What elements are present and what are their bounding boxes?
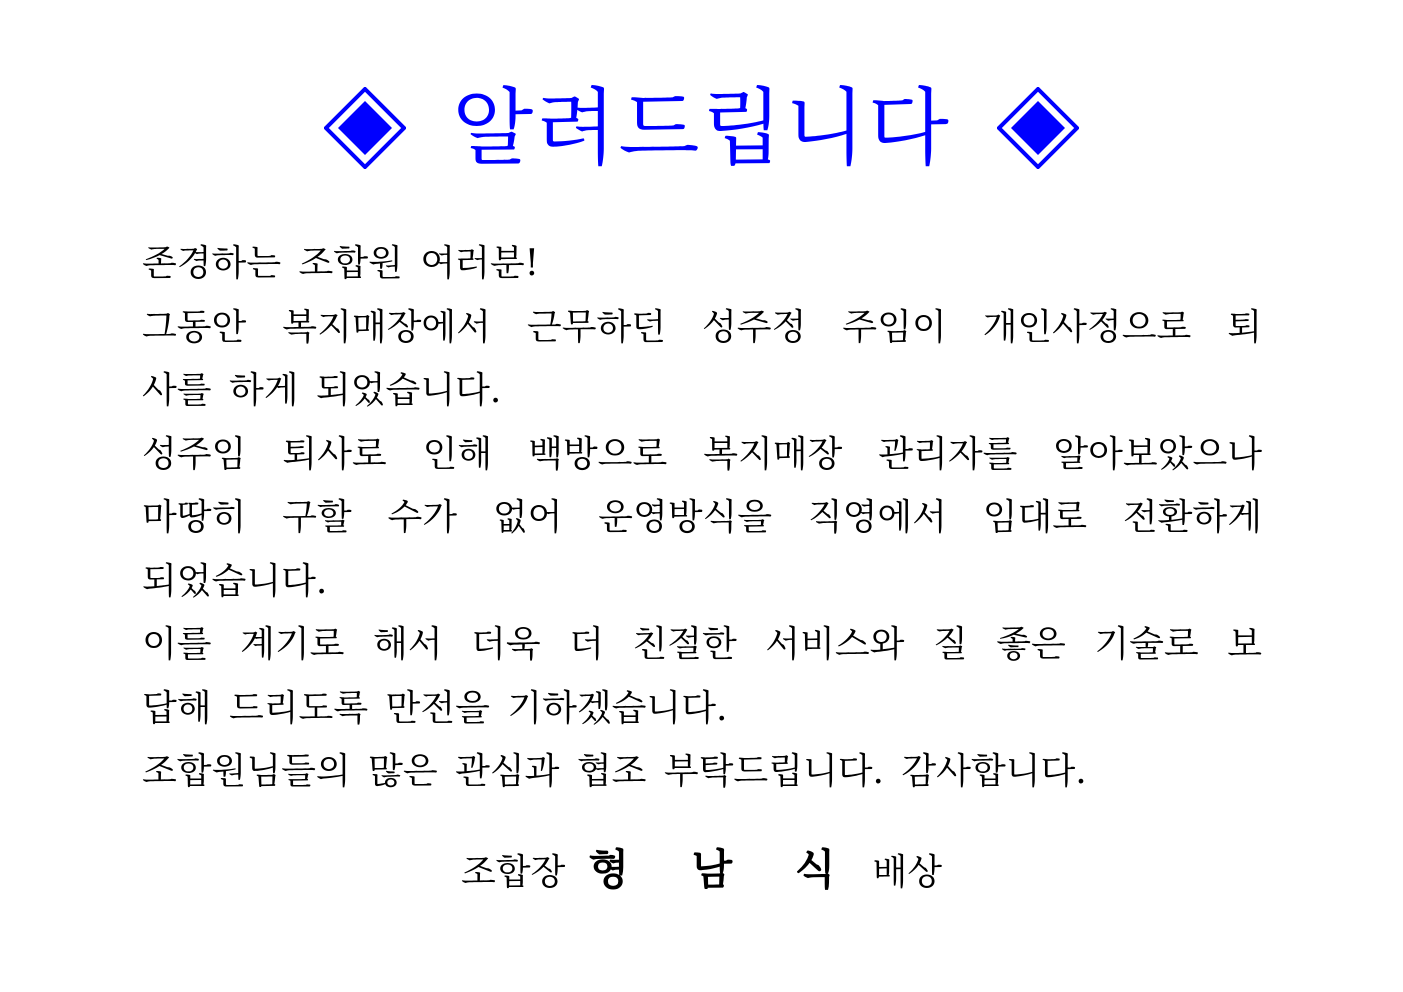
body-line: 사를 하게 되었습니다.	[142, 370, 502, 411]
greeting-line: 존경하는 조합원 여러분!	[142, 243, 540, 284]
signature	[0, 838, 1403, 911]
signature-closing: 배상	[872, 852, 943, 893]
diamond-icon	[997, 87, 1079, 169]
diamond-icon	[324, 87, 406, 169]
signature-title: 조합장	[460, 852, 566, 893]
body-line: 그동안 복지매장에서 근무하던 성주정 주임이 개인사정으로 퇴	[142, 306, 1262, 348]
body-line: 답해 드리도록 만전을 기하겠습니다.	[142, 687, 728, 729]
body-line: 되었습니다.	[142, 560, 328, 602]
body-line: 성주임 퇴사로 인해 백방으로 복지매장 관리자를 알아보았으나	[142, 433, 1262, 475]
notice-body	[142, 232, 1262, 804]
notice-title: 알려드립니다	[452, 79, 951, 177]
notice-header	[0, 78, 1403, 178]
closing-line: 조합원님들의 많은 관심과 협조 부탁드립니다. 감사합니다.	[142, 751, 1087, 792]
body-line: 마땅히 구할 수가 없어 운영방식을 직영에서 임대로 전환하게	[142, 497, 1262, 538]
body-line: 이를 계기로 해서 더욱 더 친절한 서비스와 질 좋은 기술로 보	[142, 624, 1262, 665]
signature-name: 형 남 식	[588, 845, 860, 894]
